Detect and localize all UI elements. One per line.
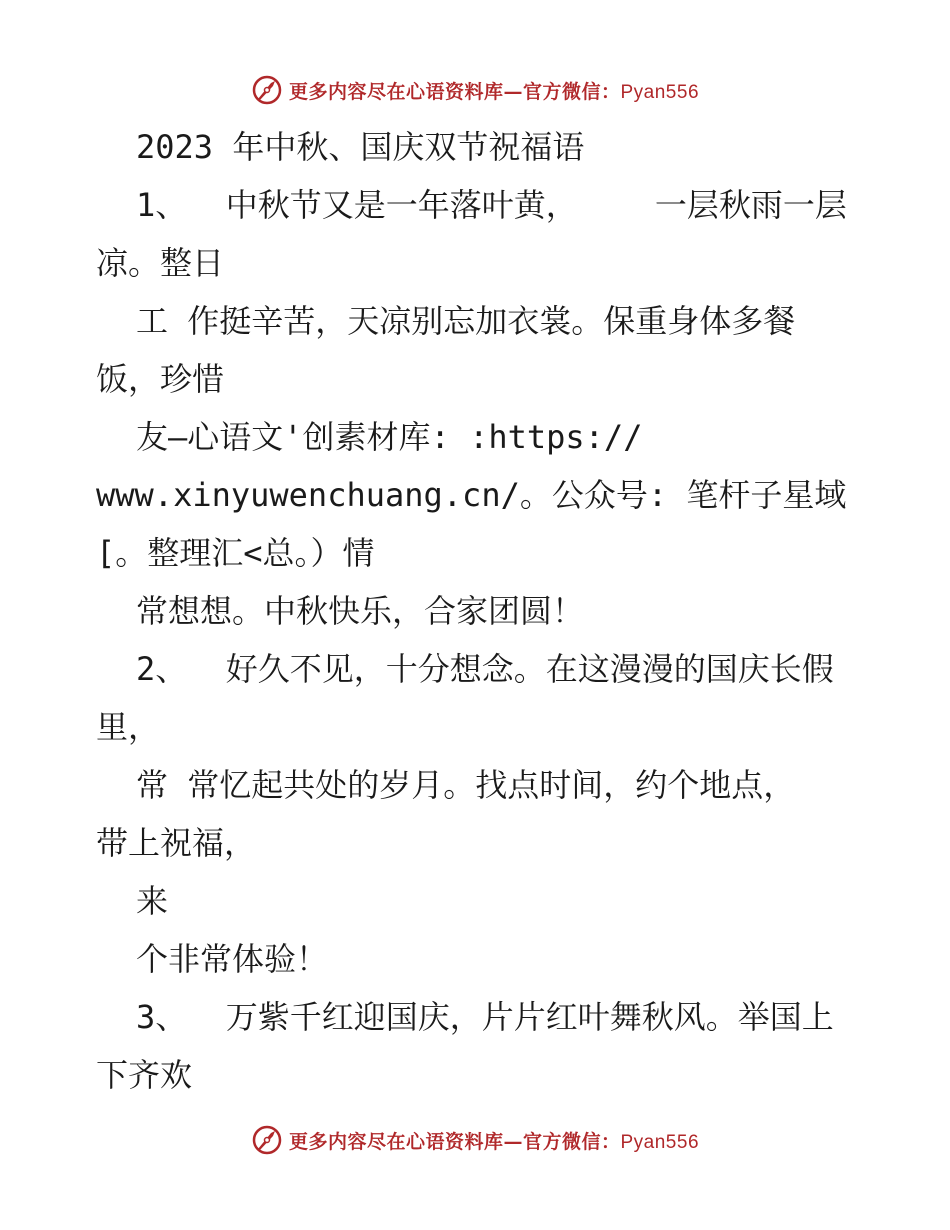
text-line: 个非常体验！ — [136, 940, 329, 978]
text-line: 常 常忆起共处的岁月。找点时间，约个地点， — [136, 766, 796, 804]
text-line: 2023 年中秋、国庆双节祝福语 — [136, 128, 585, 166]
text-line: 带上祝福， — [96, 824, 257, 862]
wechat-id: Pyan556 — [620, 81, 700, 103]
banner-label: 更多内容尽在心语资料库—官方微信： — [288, 80, 621, 103]
text-line: 里， — [96, 708, 161, 746]
text-line: 下齐欢 — [96, 1056, 193, 1094]
text-line: 来 — [136, 882, 169, 920]
wechat-id: Pyan556 — [620, 1131, 700, 1153]
banner-text — [289, 1127, 699, 1154]
footer-banner — [0, 1120, 950, 1160]
text-line: www.xinyuwenchuang.cn/。公众号: 笔杆子星域 — [96, 476, 847, 514]
banner-label: 更多内容尽在心语资料库—官方微信： — [288, 1130, 621, 1153]
text-line: 常想想。中秋快乐，合家团圆！ — [136, 592, 585, 630]
text-line: [。整理汇<总。）情 — [96, 534, 375, 572]
text-line: 2、 好久不见，十分想念。在这漫漫的国庆长假 — [136, 650, 834, 688]
text-line: 凉。整日 — [96, 244, 225, 282]
document-body — [96, 118, 876, 1104]
banner-text — [289, 77, 699, 104]
text-line: 3、 万紫千红迎国庆，片片红叶舞秋风。举国上 — [136, 998, 834, 1036]
header-banner — [0, 70, 950, 110]
text-line: 工 作挺辛苦，天凉别忘加衣裳。保重身体多餐 — [136, 302, 796, 340]
text-line: 友—心语文'创素材库: :https:// — [136, 418, 643, 456]
text-line: 饭，珍惜 — [96, 360, 225, 398]
text-line: 1、 中秋节又是一年落叶黄， 一层秋雨一层 — [136, 186, 847, 224]
quill-circle-logo-icon — [251, 74, 283, 106]
quill-circle-logo-icon — [251, 1124, 283, 1156]
